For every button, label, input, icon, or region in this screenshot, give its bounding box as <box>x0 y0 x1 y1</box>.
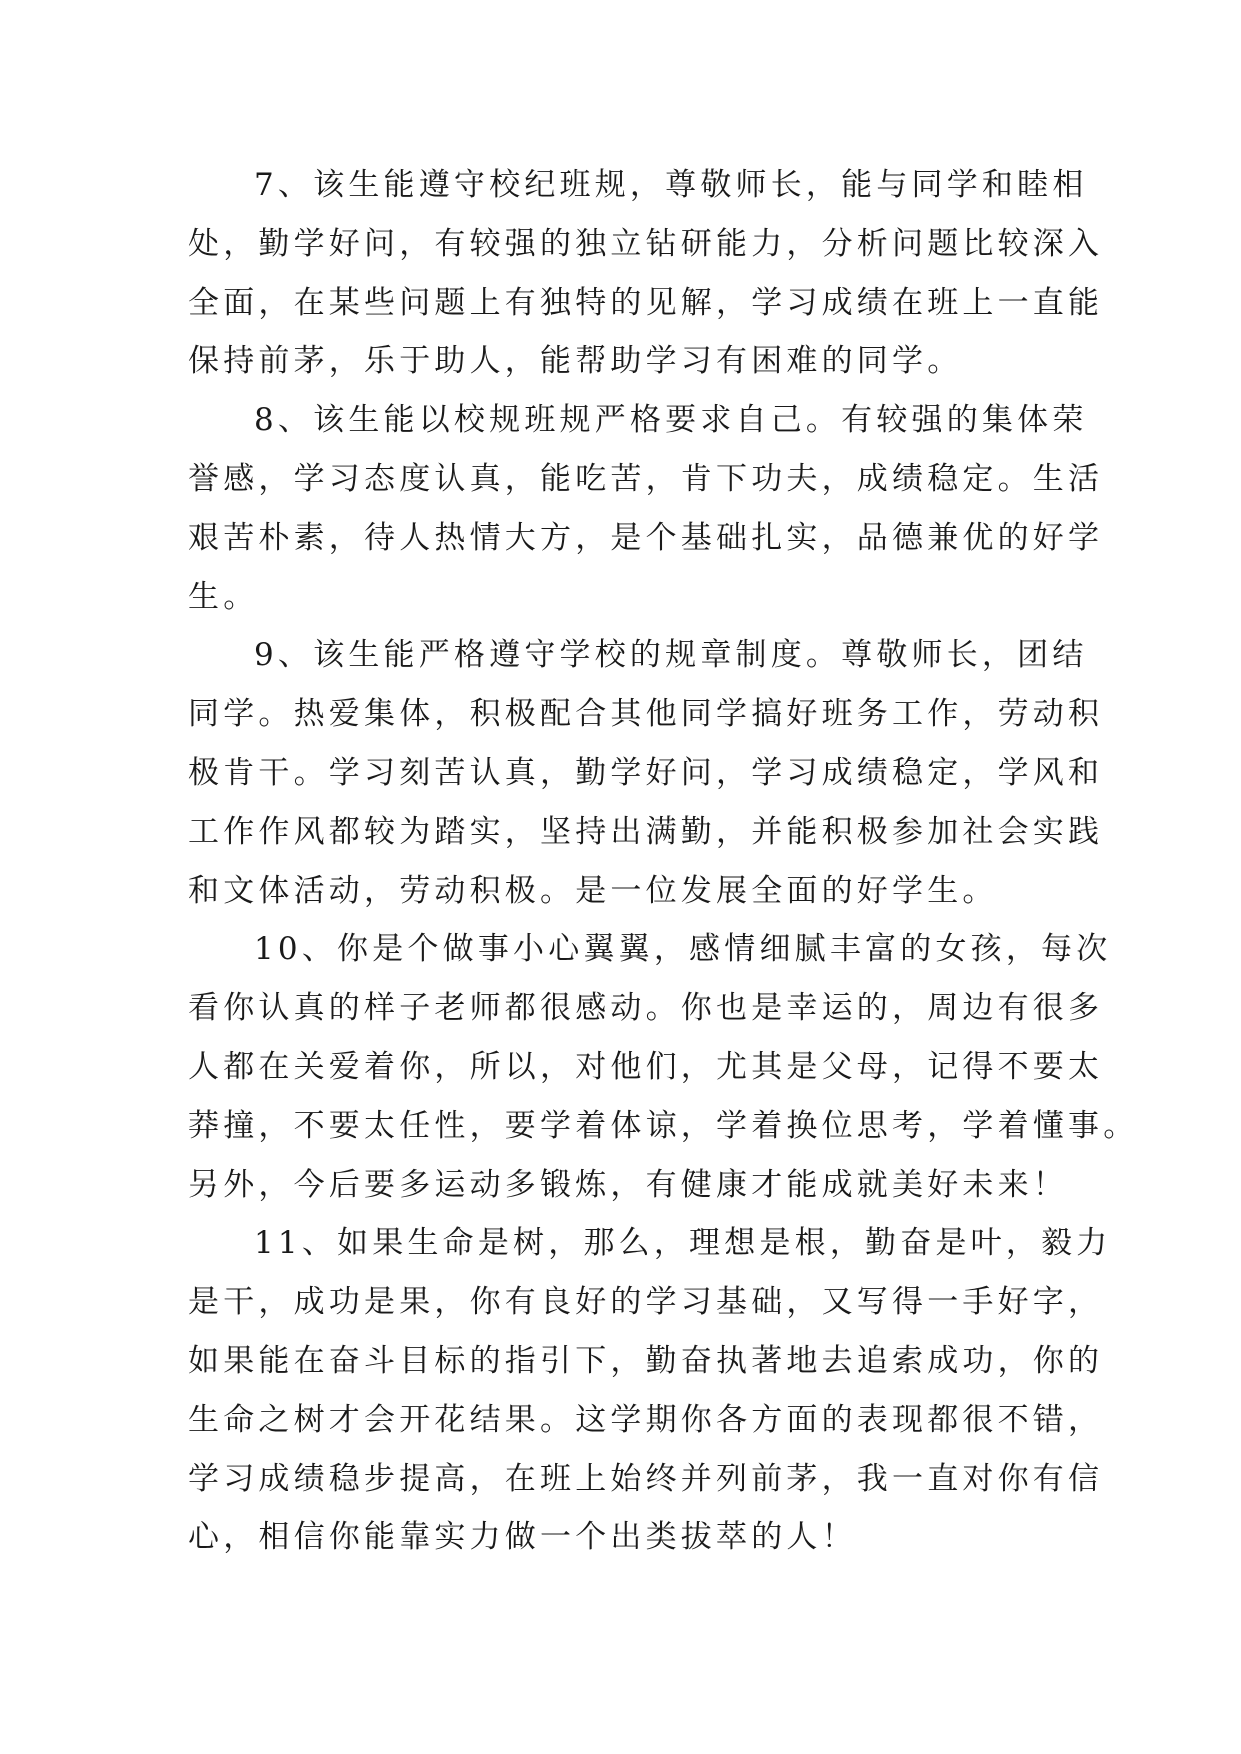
paragraph-10 <box>188 920 1139 1214</box>
paragraph-line: 11、如果生命是树，那么，理想是根，勤奋是叶，毅力 <box>254 1225 1112 1262</box>
paragraph-line: 学习成绩稳步提高，在班上始终并列前茅，我一直对你有信 <box>188 1460 1104 1497</box>
paragraph-line: 极肯干。学习刻苦认真，勤学好问，学习成绩稳定，学风和 <box>188 754 1104 791</box>
paragraph-line: 和文体活动，劳动积极。是一位发展全面的好学生。 <box>188 872 998 909</box>
paragraph-line: 生。 <box>188 578 259 615</box>
paragraph-line: 看你认真的样子老师都很感动。你也是幸运的，周边有很多 <box>188 990 1104 1027</box>
paragraph-line: 人都在关爱着你，所以，对他们，尤其是父母，记得不要太 <box>188 1048 1104 1085</box>
paragraph-line: 处，勤学好问，有较强的独立钻研能力，分析问题比较深入 <box>188 225 1104 262</box>
paragraph-line: 誉感，学习态度认真，能吃苦，肯下功夫，成绩稳定。生活 <box>188 460 1104 497</box>
paragraph-line: 10、你是个做事小心翼翼，感情细腻丰富的女孩，每次 <box>254 931 1112 968</box>
paragraph-line: 7、该生能遵守校纪班规，尊敬师长，能与同学和睦相 <box>254 167 1088 203</box>
paragraph-8 <box>188 391 1104 626</box>
paragraph-line: 艰苦朴素，待人热情大方，是个基础扎实，品德兼优的好学 <box>188 519 1104 556</box>
document-body <box>188 156 1139 1567</box>
paragraph-line: 同学。热爱集体，积极配合其他同学搞好班务工作，劳动积 <box>188 696 1104 733</box>
paragraph-line: 全面，在某些问题上有独特的见解，学习成绩在班上一直能 <box>188 284 1104 321</box>
paragraph-11 <box>188 1214 1112 1567</box>
paragraph-line: 保持前茅，乐于助人，能帮助学习有困难的同学。 <box>188 343 963 380</box>
paragraph-7 <box>188 156 1104 391</box>
paragraph-line: 是干，成功是果，你有良好的学习基础，又写得一手好字， <box>188 1284 1104 1321</box>
paragraph-line: 8、该生能以校规班规严格要求自己。有较强的集体荣 <box>254 402 1088 439</box>
paragraph-line: 9、该生能严格遵守学校的规章制度。尊敬师长，团结 <box>254 637 1088 674</box>
paragraph-line: 如果能在奋斗目标的指引下，勤奋执著地去追索成功，你的 <box>188 1342 1104 1379</box>
paragraph-line: 莽撞，不要太任性，要学着体谅，学着换位思考，学着懂事。 <box>188 1107 1139 1144</box>
paragraph-line: 另外，今后要多运动多锻炼，有健康才能成就美好未来！ <box>188 1166 1068 1203</box>
paragraph-line: 生命之树才会开花结果。这学期你各方面的表现都很不错， <box>188 1401 1104 1438</box>
paragraph-line: 工作作风都较为踏实，坚持出满勤，并能积极参加社会实践 <box>188 813 1104 850</box>
paragraph-line: 心，相信你能靠实力做一个出类拔萃的人！ <box>188 1519 857 1556</box>
paragraph-9 <box>188 626 1104 920</box>
